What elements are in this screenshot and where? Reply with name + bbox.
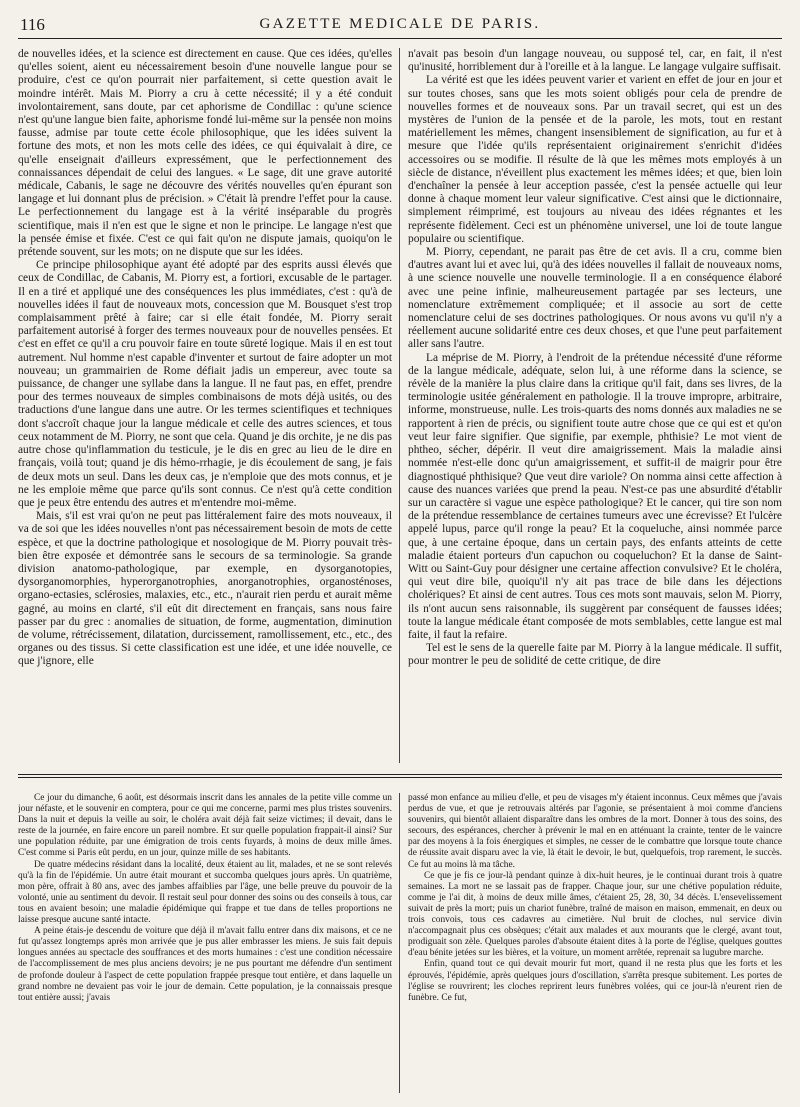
page-header <box>18 14 782 39</box>
feuilleton-paragraph: Enfin, quand tout ce qui devait mourir fut mort, quand il ne resta plus que les forts et les éprouvés, l'épidémie, après quelques jours d'oscillation, s'arrêta presque subitement. Les portes de l'église se rouvrirent; les cloches reprirent leurs funèbres volées, qui ce jour-là n'eurent rien de funèbre. Ce fut, <box>408 959 782 1003</box>
feuilleton-divider-double <box>18 777 782 778</box>
article-column-left <box>18 48 392 763</box>
feuilleton-column-right <box>408 793 782 1093</box>
feuilleton-paragraph: Ce jour du dimanche, 6 août, est désormais inscrit dans les annales de la petite ville comme un jour néfaste, et le souvenir en comptera, pour ce qui me concerne, parmi mes plus tristes souvenirs. Dans la nuit et depuis la veille au soir, le choléra avait déjà fait seize victimes; il devait, dans le reste de la journée, en faire encore un pareil nombre. Et sur quelle population frappait-il ainsi? Sur une population réduite, par une émigration de trois cents fuyards, à moins de deux mille âmes. C'est comme si Paris eût perdu, en un jour, quinze mille de ses habitants. <box>18 793 392 859</box>
feuilleton-paragraph: A peine étais-je descendu de voiture que déjà il m'avait fallu entrer dans dix maisons, et ce ne fut qu'assez longtemps après mon arrivée que je pus aller embrasser les miens. Je suis fait depuis longues années au spectacle des souffrances et des morts humaines : c'est une condition nécessaire de l'accomplissement de mes plus anciens devoirs; je ne pus pourtant me défendre d'un sentiment de profonde douleur à l'aspect de cette population frappée presque tout entière, et dans laquelle un grand nombre ne devaient pas voir le jour de demain. Cette population, je la connaissais presque tout entière aussi; j'avais <box>18 926 392 1003</box>
column-divider-lower <box>399 793 400 1093</box>
article-column-right <box>408 48 782 763</box>
article-paragraph: La vérité est que les idées peuvent varier et varient en effet de jour en jour et sur toutes choses, sans que les mots soient obligés pour cela de prendre de nouvelles formes et de nouveaux sons. Par un travail secret, qui est un des mystères de l'union de la pensée et de la parole, les mots, tout en restant matériellement les mêmes, changent insensiblement de signification, au fur et à mesure que l'idée qu'ils représentaient originairement s'enrichit d'idées accessoires ou se modifie. Il résulte de là que les mêmes mots employés à un siècle de distance, n'éveillent plus exactement les mêmes idées; et que, bien loin d'enchaîner la pensée à leur acception passée, c'est la pensée actuelle qui leur donne à chaque moment leur valeur significative. C'est ainsi que le dictionnaire, simplement réimprimé, est toujours au niveau des idées régnantes et les représente fidèlement. Ceci est un phénomène universel, une loi de toute langue populaire ou scientifique. <box>408 74 782 245</box>
feuilleton-column-left <box>18 793 392 1093</box>
feuilleton-paragraph: Ce que je fis ce jour-là pendant quinze à dix-huit heures, je le continuai durant trois à quatre semaines. La mort ne se lassait pas de frapper. Chaque jour, sur une chétive population réduite, comme je l'ai dit, à moins de deux mille âmes, c'étaient 25, 28, 30, 34 décès. L'ensevelissement suivait de près la mort; puis un chariot funèbre, traîné de maison en maison, emmenait, en deux ou trois convois, tous ces cadavres au cimetière. Nul bruit de cloches, nul service divin n'accompagnait plus ces obsèques; c'était aux malades et aux mourants que le clergé, avant tout, prodiguait son zèle. Quelques paroles d'absoute étaient dites à la porte de l'église, quelques gouttes d'eau bénite jetées sur les bières, et la voiture, un moment arrêtée, reprenait sa lugubre marche. <box>408 870 782 959</box>
article-paragraph: Tel est le sens de la querelle faite par M. Piorry à la langue médicale. Il suffit, pour montrer le peu de solidité de cette critique, de dire <box>408 642 782 668</box>
feuilleton-body <box>18 793 782 1093</box>
article-paragraph: n'avait pas besoin d'un langage nouveau, ou supposé tel, car, en fait, il n'est qu'inusité, horriblement dur à l'oreille et à la langue. Le langage vulgaire suffisait. <box>408 48 782 74</box>
article-paragraph: La méprise de M. Piorry, à l'endroit de la prétendue nécessité d'une réforme de la langue médicale, adéquate, selon lui, à une réforme dans la science, se révèle de la manière la plus claire dans la critique qu'il fait, dans ses livres, de la terminologie usitée généralement en pathologie. Il la trouve impropre, arbitraire, informe, monstrueuse, nulle. Les trois-quarts des noms donnés aux maladies ne se rapportent à rien de précis, ou signifient toute autre chose que ce qui est et qu'on veut leur faire signifier. Que signifie, par exemple, phthisie? Le mot vient de phtheo, sécher, dépérir. Il veut dire amaigrissement. Mais la maladie ainsi nommée n'est-elle donc qu'un amaigrissement, et suffit-il de maigrir pour être diagnostiqué phthisique? Que veut dire variole? On nomma ainsi cette affection à cause des nuances variées que prend la peau. N'est-ce pas une absurdité d'établir sur un caractère si vague une espèce pathologique? Et le cancer, qui tire son nom de la prétendue ressemblance de certaines tumeurs avec une écrevisse? Et l'ulcère appelé lupus, parce qu'il ronge la peau? Et la coqueluche, ainsi nommée parce que, à une certaine époque, dans un certain pays, des enfants atteints de cette maladie étaient porteurs d'un capuchon ou coqueluchon? Et la danse de Saint-Witt ou Saint-Guy pour désigner une certaine affection convulsive? Et le choléra, qui veut dire bile, quoiqu'il n'y ait pas trace de bile dans les déjections cholériques? Et ainsi de cent autres. Tous ces mots sont mauvais, selon M. Piorry, ils n'ont aucun sens raisonnable, ils suggèrent par conséquent de fausses idées; toute la langue médicale étant composée de mots semblables, cette langue est mal faite, il faut la refaire. <box>408 351 782 641</box>
journal-title: GAZETTE MEDICALE DE PARIS. <box>259 16 541 32</box>
article-paragraph: Mais, s'il est vrai qu'on ne peut pas littéralement faire des mots nouveaux, il va de soi que les idées nouvelles n'ont pas nécessairement besoin de mots de cette espèce, et que la doctrine pathologique et nosologique de M. Piorry pouvait très-bien être exposée et démontrée sans le secours de sa terminologie. Sa grande division anatomo-pathologique, par exemple, en dysorganotopies, dysorganomorphies, hyperorganotrophies, anorganotrophies, organosténoses, organo-ectasies, sclérosies, malaxies, etc., etc., n'aurait rien perdu et aurait même gagné, au moins en clarté, s'il eût dit directement en français, sans nous faire passer par du grec : anomalies de situation, de forme, augmentation, diminution de volume, rétrécissement, dilatation, durcissement, ramollissement, etc., etc., des organes ou des tissus. Si cette classification est une idée, et une idée nouvelle, ce que j'ignore, elle <box>18 510 392 668</box>
feuilleton-paragraph: De quatre médecins résidant dans la localité, deux étaient au lit, malades, et ne se sont relevés qu'à la fin de l'épidémie. Un autre était mourant et succomba quelques jours après. Un quatrième, mon père, offrait à 80 ans, avec des jambes affaiblies par l'âge, une belle preuve du pouvoir de la volonté, unie au sentiment du devoir. Il restait seul pour donner des soins ou des conseils à tous, car tous en avaient besoin; une maladie épidémique qui frappe et tue dans de telles proportions ne laisse presque aucune santé intacte. <box>18 859 392 926</box>
article-paragraph: M. Piorry, cependant, ne parait pas être de cet avis. Il a cru, comme bien d'autres avant lui et avec lui, qu'à des idées nouvelles il fallait de nouveaux noms, à une science nouvelle une nouvelle terminologie. Il a en conséquence élaboré avec une peine infinie, malheureusement partagée par ses lecteurs, une nomenclature extrêmement compliquée; et il associe au sort de cette nomenclature celui de ses doctrines pathologiques. Or nous avons vu qu'il n'y a réellement aucune solidarité entre ces deux choses, et que l'une peut parfaitement aller sans l'autre. <box>408 246 782 351</box>
article-paragraph: Ce principe philosophique ayant été adopté par des esprits aussi élevés que ceux de Condillac, de Cabanis, M. Piorry est, a fortiori, excusable de le partager. Il en a tiré et appliqué une des conséquences les plus immédiates, c'est : qu'à de nouvelles idées il faut de nouveaux mots, concession que M. Bousquet s'est trop complaisamment prêté à faire; car si elle était fondée, M. Piorry serait parfaitement autorisé à forger des termes nouveaux pour de nouvelles pensées. Et c'est en effet ce qu'il a cru pouvoir faire en toute sûreté logique. Mais il en est tout autrement. Nul homme n'est capable d'inventer et surtout de faire adopter un mot nouveau; un grammairien de Rome défiait jadis un empereur, avec toute sa puissance, de changer une syllabe dans la langue. Il ne faut pas, en effet, prendre pour des termes nouveaux de simples combinaisons de mots déjà usités, ou des traductions d'une langue dans une autre. Or les termes scientifiques et techniques dont s'accroît chaque jour la langue médicale et celle des autres sciences, et tous ceux notamment de M. Piorry, ne sont que cela. Quand je dis orchite, je ne dis pas autre chose qu'inflammation du testicule, je le dis en grec au lieu de le dire en français, voilà tout; quand je dis hémo-rrhagie, je dis écoulement de sang, je fais de deux mots un seul. Dans les deux cas, je n'emploie que des mots connus, et je ne les emploie même que parce qu'ils sont connus. Ce n'est qu'à cette condition que je peux être entendu des autres et m'entendre moi-même. <box>18 259 392 509</box>
article-paragraph: de nouvelles idées, et la science est directement en cause. Que ces idées, qu'elles qu'elles soient, aient eu nécessairement besoin d'une nouvelle langue pour se produire, c'est ce qu'on pourrait nier parfaitement, si cette question avait le moindre intérêt. Mais M. Piorry a cru à cette nécessité; il y a été conduit involontairement, sans doute, par cet aphorisme de Condillac : qu'une science n'est qu'une langue bien faite, aphorisme fondé lui-même sur la pensée non moins fausse, admise par toute cette école philosophique, que les idées suivent la fortune des mots, et non les mots celle des idées, ce qui équivalait à dire, ce qu'elle enseignait d'ailleurs expressément, que le perfectionnement des connaissances dépendait de celui des langues. « Le sage, dit une grave autorité médicale, Cabanis, le sage ne découvre des vérités nouvelles qu'en épurant son langage et lui donnant plus de précision. » C'était là prendre l'effet pour la cause. Le perfectionnement du langage est à la vérité inséparable du progrès scientifique, mais il n'en est que le signe et non le principe. Le langage n'est que la pensée émise et fixée. C'est ce qui fait qu'on ne dispute jamais, quoiqu'on le prétende souvent, sur les mots; on ne dispute que sur les idées. <box>18 48 392 259</box>
feuilleton-paragraph: passé mon enfance au milieu d'elle, et peu de visages m'y étaient inconnus. Ceux mêmes que j'avais perdus de vue, et que je retrouvais altérés par l'agonie, se présentaient à moi comme d'anciens souvenirs, qui bientôt allaient disparaître dans les ombres de la mort. Donner à tous des soins, des secours, des espérances, chercher à prévenir le mal en en atténuant la crainte, tenter de le vaincre par des moyens à la fois énergiques et simples, ne cesser de le combattre que lorsque toute chance de réussite avait disparu avec la vie, là était le devoir, le but, quelquefois, trop rarement, le succès. Ce fut au moins là ma tâche. <box>408 793 782 870</box>
article-body <box>18 48 782 763</box>
feuilleton-divider <box>18 774 782 775</box>
column-divider <box>399 48 400 763</box>
page-number: 116 <box>20 15 45 34</box>
